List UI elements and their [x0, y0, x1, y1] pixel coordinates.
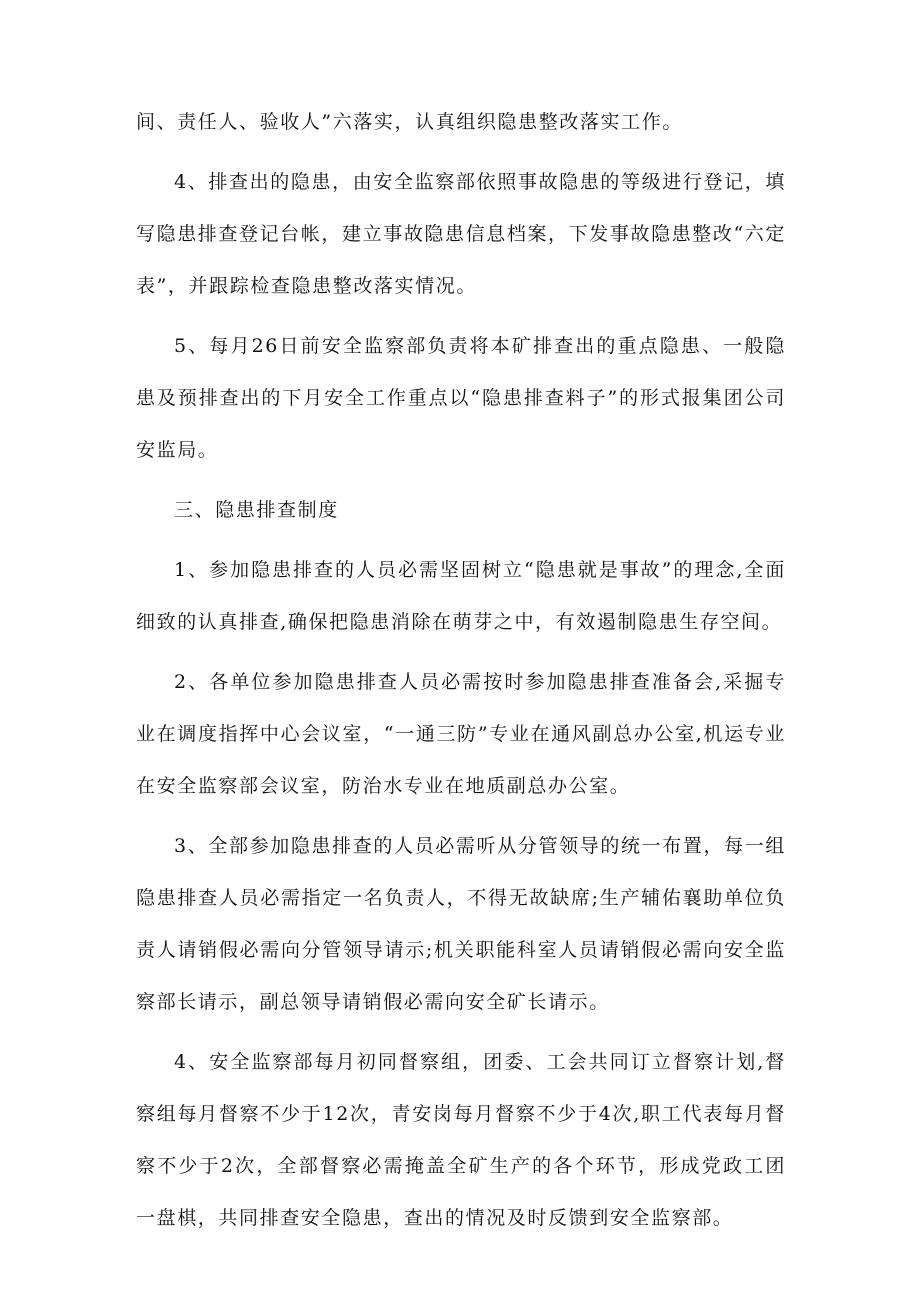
paragraph-item-2-meeting-locations: 2、各单位参加隐患排查人员必需按时参加隐患排查准备会,采掘专业在调度指挥中心会议室，“一通三防”专业在通风副总办公室,机运专业在安全监察部会议室，防治水专业在地质副总办公室。: [136, 671, 786, 797]
paragraph-item-3-leave-approval: 3、全部参加隐患排查的人员必需听从分管领导的统一布置，每一组隐患排查人员必需指定一名负责人，不得无故缺席;生产辅佑襄助单位负责人请销假必需向分管领导请示;机关职能科室人员请销假必需向安全监察部长请示，副总领导请销假必需向安全矿长请示。: [136, 835, 786, 1013]
paragraph-item-4-supervision-plan: 4、安全监察部每月初同督察组，团委、工会共同订立督察计划,督察组每月督察不少于12次，青安岗每月督察不少于4次,职工代表每月督察不少于2次，全部督察必需掩盖全矿生产的各个环节，形成党政工团一盘棋，共同排查安全隐患，查出的情况及时反馈到安全监察部。: [136, 1051, 786, 1229]
document-body: [136, 96, 786, 1244]
paragraph-item-4-hazard-registration: 4、排查出的隐患，由安全监察部依照事故隐患的等级进行登记，填写隐患排查登记台帐，建立事故隐患信息档案，下发事故隐患整改“六定表”，并跟踪检查隐患整改落实情况。: [136, 171, 786, 297]
paragraph-item-1-inspection-concept: 1、参加隐患排查的人员必需坚固树立“隐患就是事故”的理念,全面细致的认真排查,确保把隐患消除在萌芽之中，有效遏制隐患生存空间。: [136, 559, 786, 633]
paragraph-item-5-monthly-report: 5、每月26日前安全监察部负责将本矿排查出的重点隐患、一般隐患及预排查出的下月安全工作重点以“隐患排查料子”的形式报集团公司安监局。: [136, 335, 786, 461]
paragraph-continuation: 间、责任人、验收人”六落实，认真组织隐患整改落实工作。: [136, 111, 683, 133]
section-heading-hazard-inspection-system: 三、隐患排查制度: [174, 499, 339, 521]
